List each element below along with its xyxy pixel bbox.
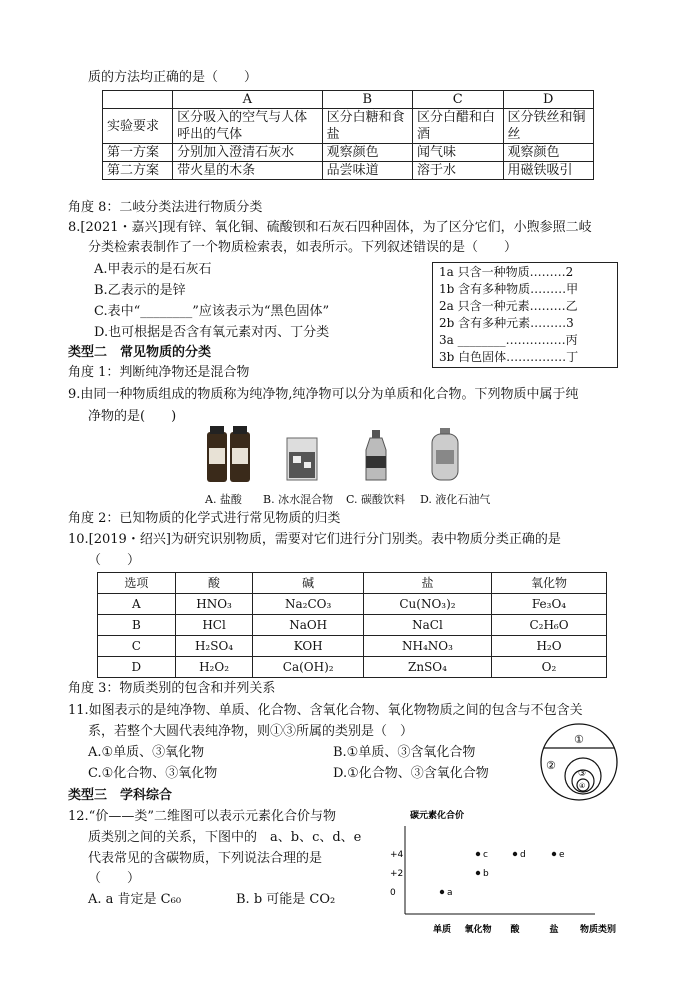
table-row [98, 636, 607, 657]
table-cell: Ca(OH)₂ [253, 657, 364, 678]
table-cell: 区分白醋和白酒 [413, 109, 503, 144]
q12-stem-2: 质类别之间的关系，下图中的 a、b、c、d、e [88, 830, 362, 845]
q8-option-c: C.表中“________”应该表示为“黑色固体” [94, 304, 330, 319]
table-cell: 区分吸入的空气与人体呼出的气体 [173, 109, 322, 144]
table-row [98, 657, 607, 678]
table-row [103, 144, 594, 162]
table-cell: 第一方案 [103, 144, 173, 162]
table-cell: 溶于水 [413, 162, 503, 180]
table-header-cell: 选项 [98, 573, 176, 594]
table-cell: 第二方案 [103, 162, 173, 180]
q9-caption-a: A. 盐酸 [205, 493, 242, 506]
chart-point-label: d [520, 850, 526, 860]
table-row [98, 573, 607, 594]
chart-point-a [440, 890, 444, 894]
table-cell: 区分铁丝和铜丝 [503, 109, 594, 144]
q8-stem-2: 分类检索表制作了一个物质检索表，如表所示。下列叙述错误的是（ ） [88, 240, 518, 255]
table-row [98, 615, 607, 636]
table-cell: NaCl [363, 615, 491, 636]
chart-x-tick-label: 单质 [432, 925, 452, 935]
q9-stem-1: 9.由同一种物质组成的物质称为纯净物,纯净物可以分为单质和化合物。下列物质中属于纯 [68, 387, 579, 402]
circle-label-1: ① [574, 733, 584, 746]
circle-label-4: ④ [579, 782, 586, 790]
table-cell: 分别加入澄清石灰水 [173, 144, 322, 162]
table-cell: 观察颜色 [503, 144, 594, 162]
table-cell: B [322, 91, 412, 109]
angle8-heading: 角度 8：二岐分类法进行物质分类 [68, 200, 263, 215]
circle-label-2: ② [546, 759, 556, 772]
table-cell: D [503, 91, 594, 109]
table-cell: A [98, 594, 176, 615]
table-cell: C [98, 636, 176, 657]
table-cell: NaOH [253, 615, 364, 636]
key-row: 3b 白色固体……………丁 [439, 350, 579, 364]
q11-option-b: B.①单质、③含氧化合物 [333, 745, 476, 760]
chart-point-label: c [483, 850, 488, 860]
q8-option-a: A.甲表示的是石灰石 [94, 262, 212, 277]
chart-point-label: e [559, 850, 565, 860]
chart-x-tick-label: 盐 [549, 925, 559, 935]
table-cell: 带火星的木条 [173, 162, 322, 180]
q12-stem-4: （ ） [88, 871, 141, 886]
q10-stem-1: 10.[2019・绍兴]为研究识别物质，需要对它们进行分门别类。表中物质分类正确的是 [68, 532, 561, 547]
chart-x-tick-label: 酸 [510, 925, 520, 935]
q11-nested-circles-diagram [534, 722, 624, 802]
key-row: 1a 只含一种物质………2 [439, 265, 574, 279]
key-row: 1b 含有多种物质………甲 [439, 282, 579, 296]
table-cell: C [413, 91, 503, 109]
q7-stem-tail: 质的方法均正确的是（ ） [88, 70, 258, 85]
table-cell: KOH [253, 636, 364, 657]
table-row [98, 594, 607, 615]
table-cell: 闻气味 [413, 144, 503, 162]
table-cell: HNO₃ [175, 594, 253, 615]
type2-heading: 类型二 常见物质的分类 [68, 345, 212, 360]
table-cell: 实验要求 [103, 109, 173, 144]
key-row: 2a 只含一种元素………乙 [439, 299, 578, 313]
q11-option-a: A.①单质、③氧化物 [88, 745, 205, 760]
table-cell: Fe₃O₄ [492, 594, 607, 615]
chart-point-b [476, 871, 480, 875]
q9-product-images [200, 424, 460, 486]
table-cell: B [98, 615, 176, 636]
ice-water-beaker-image [287, 438, 317, 480]
chart-x-axis-label: 物质类别 [580, 925, 617, 935]
q11-stem-2: 系，若整个大圆代表纯净物，则①③所属的类别是（ ） [88, 724, 414, 739]
acid-bottles-image [207, 426, 250, 482]
table-cell: H₂O₂ [175, 657, 253, 678]
q12-option-b: B. b 可能是 CO₂ [236, 892, 336, 907]
table-cell: HCl [175, 615, 253, 636]
q11-stem-1: 11.如图表示的是纯净物、单质、化合物、含氧化合物、氧化物物质之间的包含与不包含关 [68, 703, 583, 718]
table-header-cell: 盐 [363, 573, 491, 594]
q7-table [102, 90, 594, 180]
key-row: 3a ________……………丙 [439, 333, 578, 347]
table-cell: D [98, 657, 176, 678]
circle-label-3: ③ [578, 769, 587, 779]
chart-point-e [552, 852, 556, 856]
q8-option-b: B.乙表示的是锌 [94, 283, 186, 298]
q12-option-a: A. a 肯定是 C₆₀ [88, 892, 182, 907]
table-cell: C₂H₆O [492, 615, 607, 636]
q10-stem-2: （ ） [88, 553, 141, 568]
q11-option-c: C.①化合物、③氧化物 [88, 766, 218, 781]
table-cell [103, 91, 173, 109]
table-cell: Na₂CO₃ [253, 594, 364, 615]
q9-caption-c: C. 碳酸饮料 [346, 493, 406, 506]
table-cell: Cu(NO₃)₂ [363, 594, 491, 615]
angle2-heading: 角度 2：已知物质的化学式进行常见物质的归类 [68, 511, 341, 526]
table-cell: ZnSO₄ [363, 657, 491, 678]
angle1-heading: 角度 1：判断纯净物还是混合物 [68, 365, 250, 380]
table-cell: NH₄NO₃ [363, 636, 491, 657]
chart-point-label: b [483, 869, 489, 879]
chart-x-tick-label: 氧化物 [464, 925, 492, 935]
q12-stem-3: 代表常见的含碳物质，下列说法合理的是 [88, 851, 323, 866]
table-row [103, 162, 594, 180]
chart-y-tick-label: +4 [390, 850, 404, 860]
chart-point-c [476, 852, 480, 856]
q9-caption-b: B. 冰水混合物 [263, 493, 334, 506]
table-cell: 品尝味道 [322, 162, 412, 180]
type3-heading: 类型三 学科综合 [68, 788, 173, 803]
q8-option-d: D.也可根据是否含有氧元素对丙、丁分类 [94, 325, 330, 340]
table-cell: O₂ [492, 657, 607, 678]
table-header-cell: 酸 [175, 573, 253, 594]
chart-point-d [513, 852, 517, 856]
q10-table [97, 572, 607, 678]
table-cell: H₂SO₄ [175, 636, 253, 657]
table-cell: 观察颜色 [322, 144, 412, 162]
table-cell: 用磁铁吸引 [503, 162, 594, 180]
q9-stem-2: 净物的是( ) [88, 409, 177, 424]
chart-y-axis-label: 碳元素化合价 [410, 811, 465, 821]
q9-caption-d: D. 液化石油气 [420, 493, 491, 506]
lpg-cylinder-image [432, 428, 458, 480]
table-header-cell: 碱 [253, 573, 364, 594]
table-cell: H₂O [492, 636, 607, 657]
table-row [103, 109, 594, 144]
table-cell: A [173, 91, 322, 109]
chart-y-tick-label: 0 [390, 888, 396, 898]
classification-key-table [432, 262, 618, 368]
table-row [103, 91, 594, 109]
key-row: 2b 含有多种元素………3 [439, 316, 574, 330]
valence-category-chart [380, 806, 630, 938]
chart-point-label: a [447, 888, 453, 898]
chart-y-tick-label: +2 [390, 869, 404, 879]
q12-stem-1: 12.“价——类”二维图可以表示元素化合价与物 [68, 809, 336, 824]
soda-bottle-image [366, 430, 386, 480]
q8-stem-1: 8.[2021・嘉兴]现有锌、氧化铜、硫酸钡和石灰石四种固体，为了区分它们，小煦参照二岐 [68, 220, 592, 235]
angle3-heading: 角度 3：物质类别的包含和并列关系 [68, 681, 276, 696]
q11-option-d: D.①化合物、③含氧化合物 [333, 766, 489, 781]
table-cell: 区分白糖和食盐 [322, 109, 412, 144]
table-header-cell: 氧化物 [492, 573, 607, 594]
